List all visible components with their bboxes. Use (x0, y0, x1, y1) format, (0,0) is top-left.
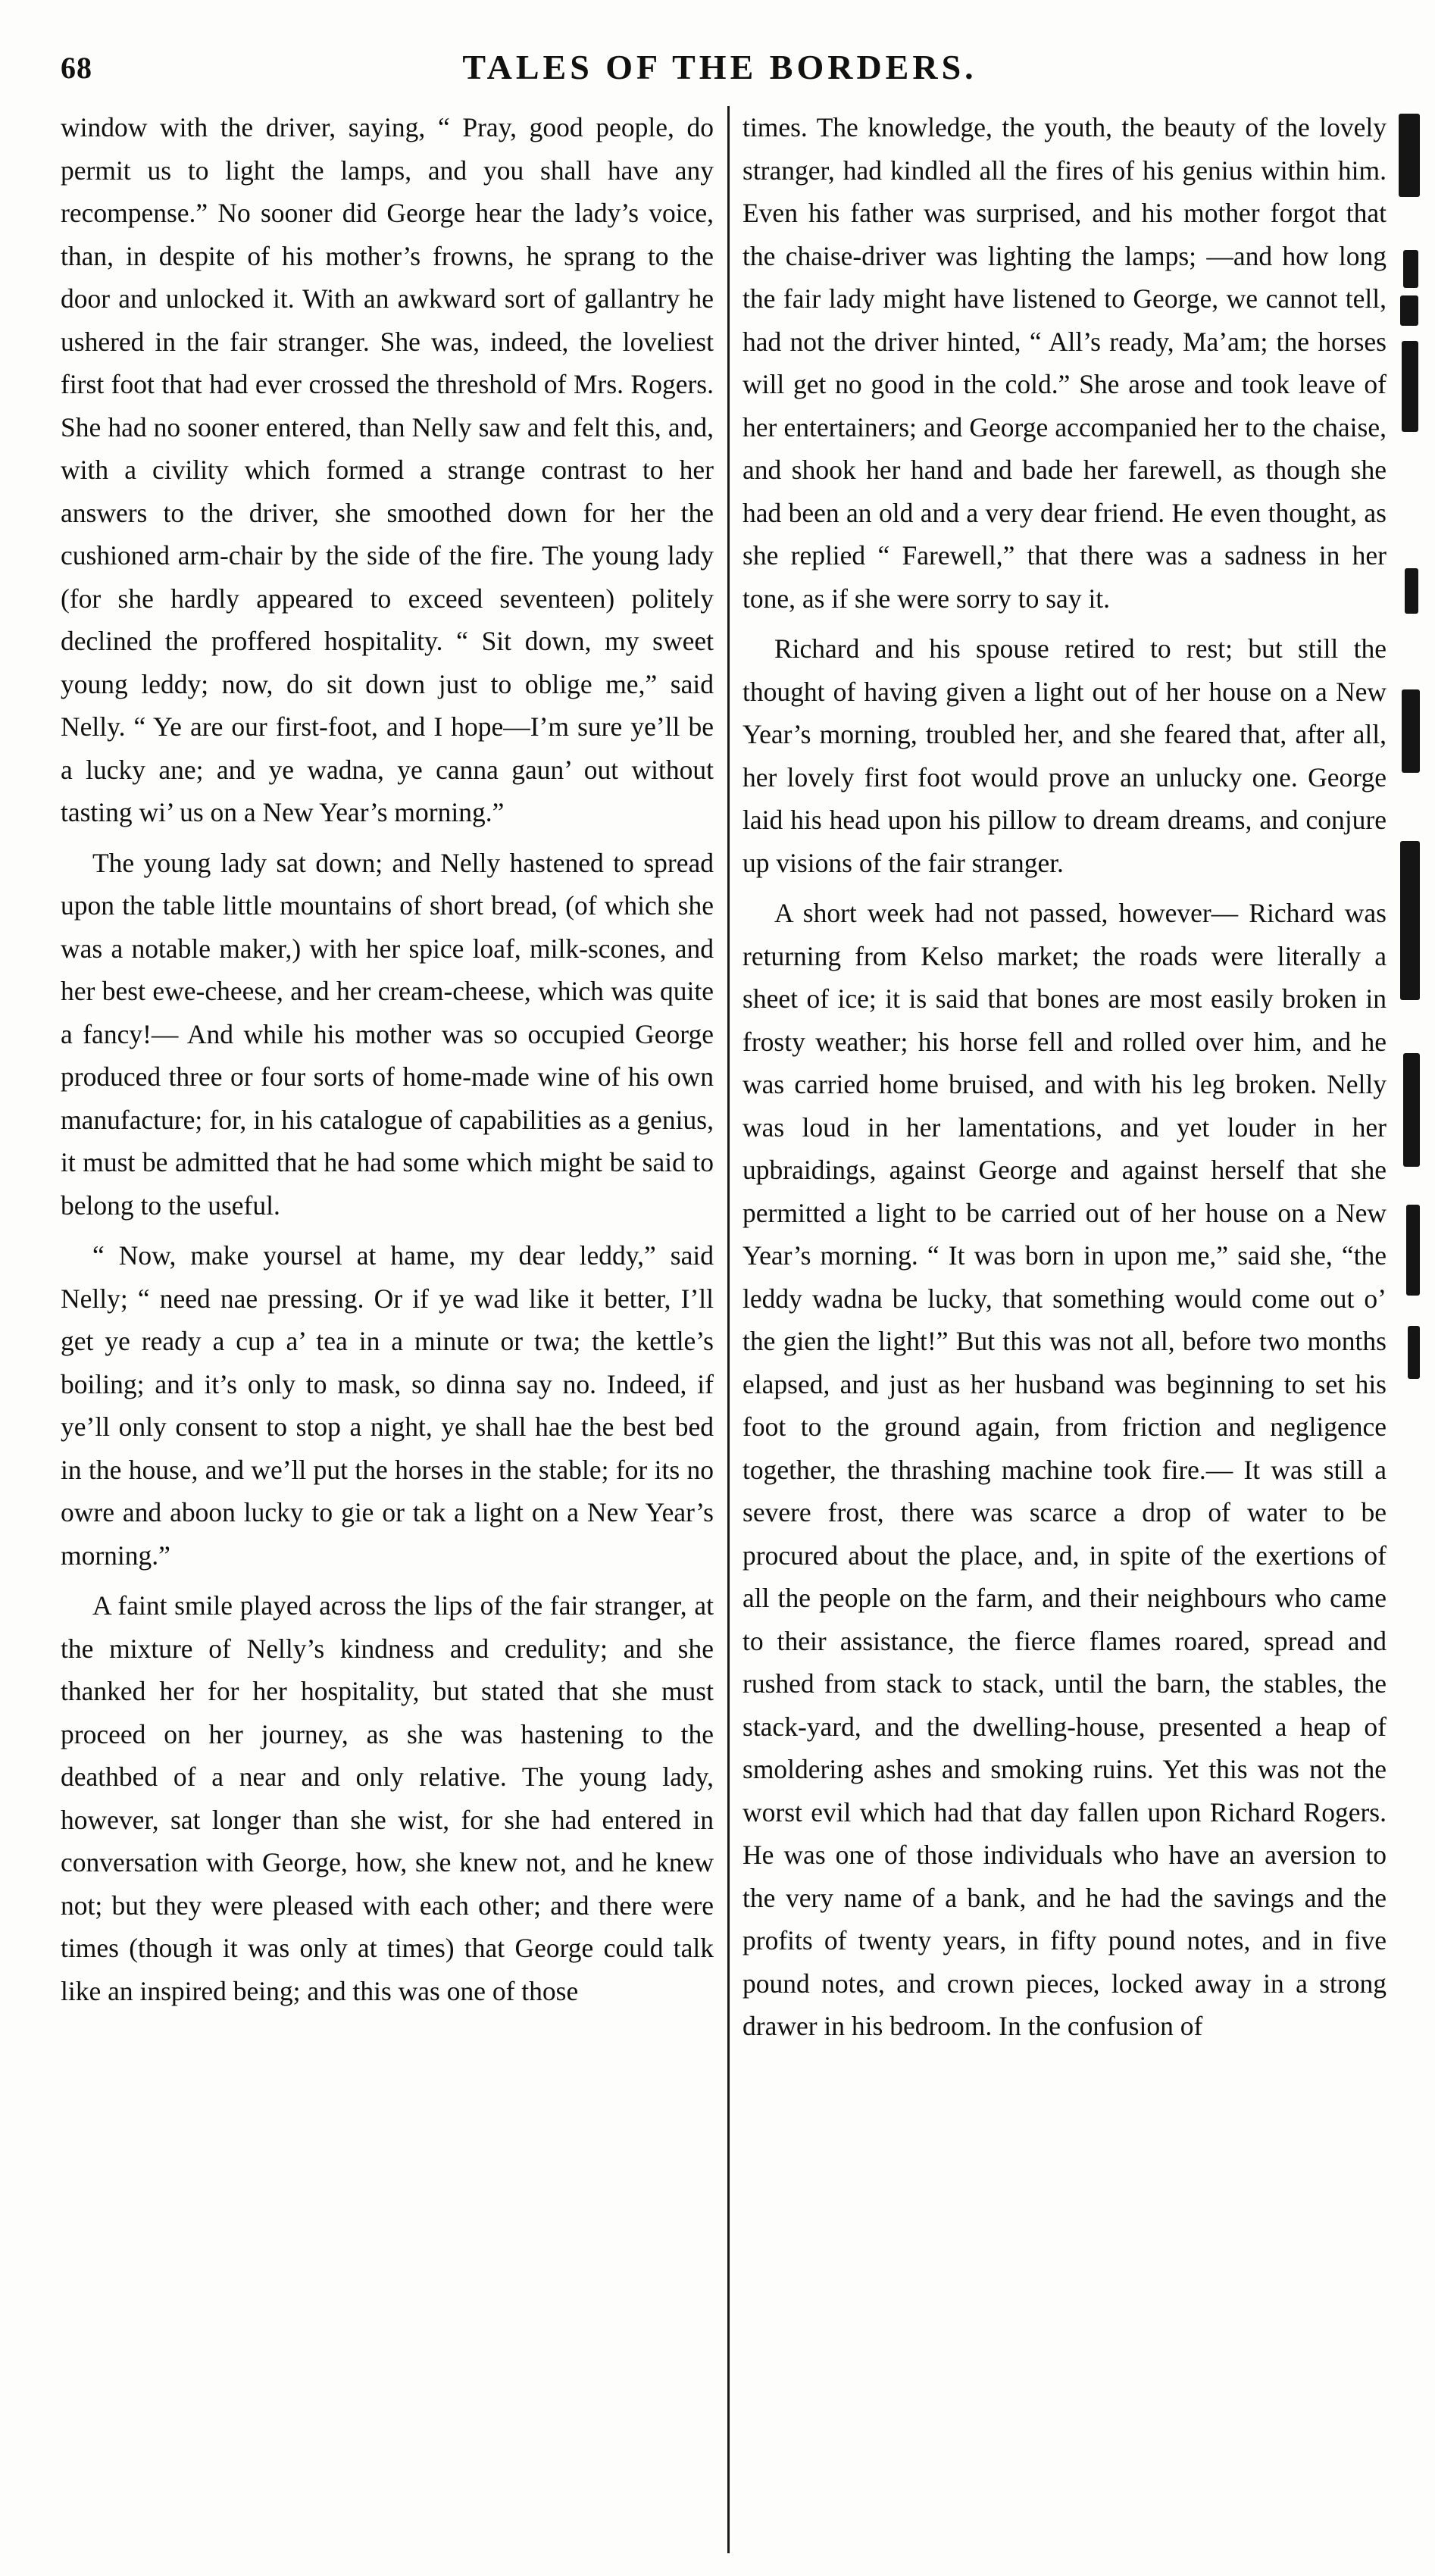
ink-blot (1406, 1205, 1420, 1296)
paragraph: A faint smile played across the lips of the fair stranger, at the mixture of Nelly’s kindness and credulity; and she thanked her for her hospitality, but stated that she must proceed on her journey, as she was hastening to the deathbed of a near and only relative. The young lady, however, sat longer than she wist, for she had entered in conversation with George, how, she knew not, and he knew not; but they were pleased with each other; and there were times (though it was only at times) that George could talk like an inspired being; and this was one of those (61, 1590, 714, 2006)
paragraph: window with the driver, saying, “ Pray, good people, do permit us to light the lamps, and you shall have any recompense.” No sooner did George hear the lady’s voice, than, in despite of his mother’s frowns, he sprang to the door and unlocked it. With an awkward sort of gallantry he ushered in the fair stranger. She was, indeed, the loveliest first foot that had ever crossed the threshold of Mrs. Rogers. She had no sooner entered, than Nelly saw and felt this, and, with a civility which formed a strange contrast to her answers to the driver, she smoothed down for her the cushioned arm-chair by the side of the fire. The young lady (for she hardly appeared to exceed seventeen) politely declined the proffered hospitality. “ Sit down, my sweet young leddy; now, do sit down just to oblige me,” said Nelly. “ Ye are our first-foot, and I hope—I’m sure ye’ll be a lucky ane; and ye wadna, ye canna gaun’ out without tasting wi’ us on a New Year’s morning.” (61, 112, 714, 827)
ink-blot (1402, 689, 1420, 773)
ink-blot (1400, 295, 1418, 326)
ink-blot (1408, 1326, 1420, 1379)
paragraph: “ Now, make yoursel at hame, my dear leddy,” said Nelly; “ need nae pressing. Or if ye wad like it better, I’ll get ye ready a cup a’ tea in a minute or twa; the kettle’s boiling; and it’s only to mask, so dinna say no. Indeed, if ye’ll only consent to stop a night, ye shall hae the best bed in the house, and we’ll put the horses in the stable; for its no owre and aboon lucky to gie or tak a light on a New Year’s morning.” (61, 1240, 714, 1571)
ink-blot (1400, 841, 1420, 1000)
column-divider (727, 106, 730, 2553)
paragraph: times. The knowledge, the youth, the beauty of the lovely stranger, had kindled all the fires of his genius within him. Even his father was surprised, and his mother forgot that the chaise-driver was lighting the lamps; —and how long the fair lady might have listened to George, we cannot tell, had not the driver hinted, “ All’s ready, Ma’am; the horses will get no good in the cold.” She arose and took leave of her entertainers; and George accompanied her to the chaise, and shook her hand and bade her farewell, as though she had been an old and a very dear friend. He even thought, as she replied “ Farewell,” that there was a sadness in her tone, as if she were sorry to say it. (743, 112, 1387, 614)
paragraph: Richard and his spouse retired to rest; but still the thought of having given a light out of her house on a New Year’s morning, troubled her, and she feared that, after all, her lovely first foot would prove an unlucky one. George laid his head upon his pillow to dream dreams, and conjure up visions of the fair stranger. (743, 633, 1387, 878)
bleed-through-margin (1393, 114, 1430, 1402)
page-header (61, 47, 1379, 92)
left-column (61, 106, 714, 2553)
ink-blot (1405, 568, 1418, 614)
paragraph: A short week had not passed, however— Richard was returning from Kelso market; the roads were literally a sheet of ice; it is said that bones are most easily broken in frosty weather; his horse fell and rolled over him, and he was carried home bruised, and with his leg broken. Nelly was loud in her lamentations, and yet louder in her upbraidings, against George and against herself that she permitted a light to be carried out of her house on a New Year’s morning. “ It was born in upon me,” said she, “the leddy wadna be lucky, that something would come out o’ the gien the light!” But this was not all, before two months elapsed, and just as her husband was beginning to set his foot to the ground again, from friction and negligence together, the thrashing machine took fire.— It was still a severe frost, there was scarce a drop of water to be procured about the place, and, in spite of the exertions of all the people on the farm, and their neighbours who came to their assistance, the fierce flames roared, spread and rushed from stack to stack, until the barn, the stables, the stack-yard, and the dwelling-house, presented a heap of smoldering ashes and smoking ruins. Yet this was not the worst evil which had that day fallen upon Richard Rogers. He was one of those individuals who have an aversion to the very name of a bank, and he had the savings and the profits of twenty years, in fifty pound notes, and in five pound notes, and crown pieces, locked away in a strong drawer in his bedroom. In the confusion of (743, 898, 1387, 2041)
running-title: TALES OF THE BORDERS. (462, 48, 977, 86)
right-column (743, 106, 1387, 2553)
page-number: 68 (61, 51, 92, 85)
ink-blot (1403, 1053, 1420, 1167)
paragraph: The young lady sat down; and Nelly hastened to spread upon the table little mountains of short bread, (of which she was a notable maker,) with her spice loaf, milk-scones, and her best ewe-cheese, and her cream-cheese, which was quite a fancy!— And while his mother was so occupied George produced three or four sorts of home-made wine of his own manufacture; for, in his catalogue of capabilities as a genius, it must be admitted that he had some which might be said to belong to the useful. (61, 847, 714, 1221)
ink-blot (1403, 250, 1418, 288)
ink-blot (1402, 341, 1418, 432)
ink-blot (1399, 114, 1420, 197)
